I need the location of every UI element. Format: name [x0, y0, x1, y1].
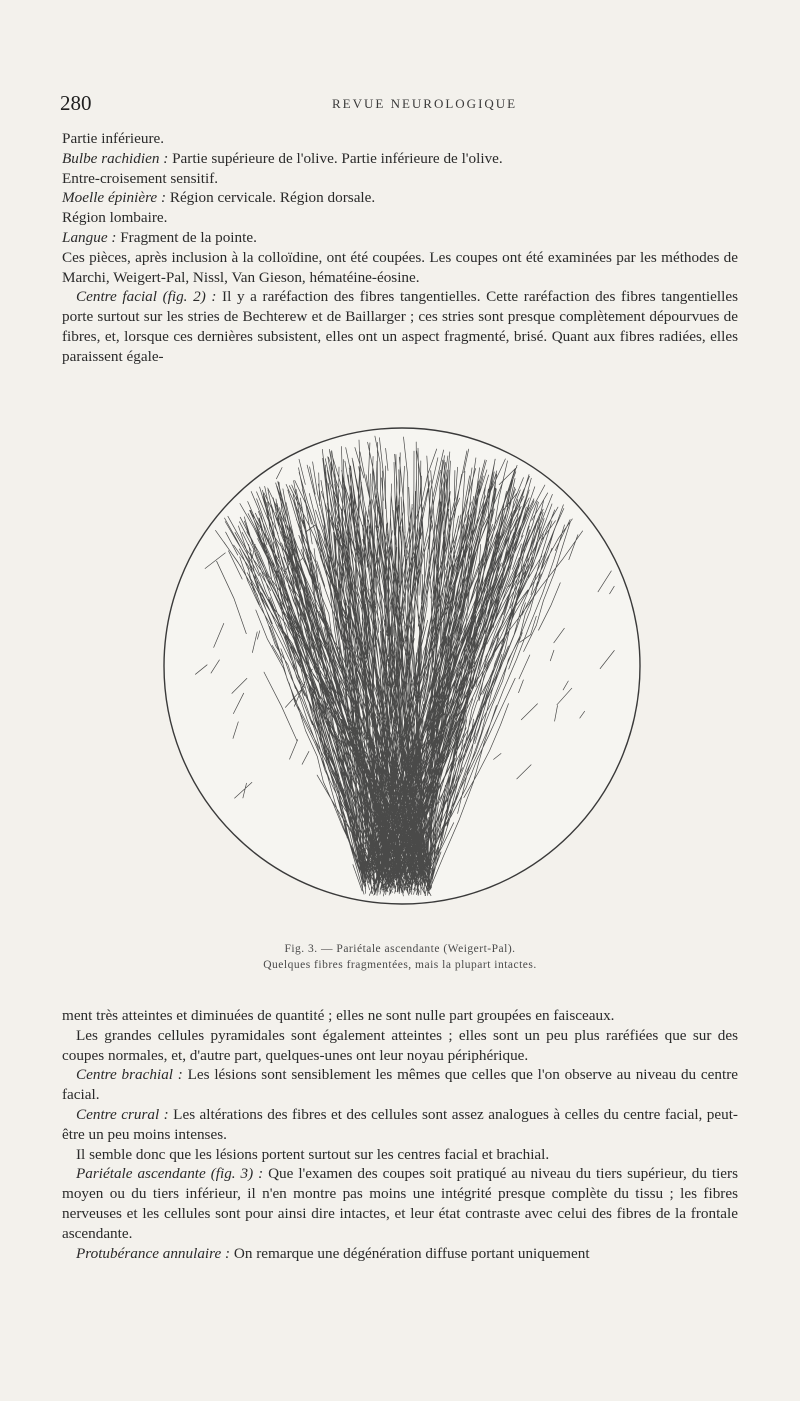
- section-lead-langue: Langue :: [62, 228, 117, 246]
- paragraph-body: Les altérations des fibres et des cellules sont assez analogues à celles du centre facial, peut-être un peu moins intenses.: [62, 1105, 738, 1143]
- text-line-body: Région lombaire.: [62, 209, 168, 227]
- paragraph-centre-facial: [62, 287, 738, 366]
- text-line-body: Partie supérieure de l'olive. Partie inférieure de l'olive.: [168, 149, 503, 167]
- paragraph-body: Que l'examen des coupes soit pratiqué au niveau du tiers supérieur, du tiers moyen ou du tiers inférieur, il n'en montre pas moins une intégrité presque complète du tissu ; les fibres nerveuses et les cellules sont pour ainsi dire intactes, et leur état contraste avec celui des fibres de la frontale ascendante.: [62, 1165, 739, 1242]
- section-lead-parietale: Pariétale ascendante (fig. 3) :: [76, 1165, 264, 1183]
- paragraph-centre-crural: [62, 1105, 738, 1145]
- micrograph-image: [162, 396, 642, 926]
- caption-line-1: Fig. 3. — Pariétale ascendante (Weigert-Pal).: [284, 943, 516, 955]
- page-number: 280: [60, 91, 92, 115]
- section-lead-bulbe: Bulbe rachidien :: [62, 149, 169, 167]
- paragraph-methods: Ces pièces, après inclusion à la colloïdine, ont été coupées. Les coupes ont été examinées par les méthodes de Marchi, Weigert-Pal, Nissl, Van Gieson, hématéine-éosine.: [62, 248, 738, 286]
- bottom-text-block: [62, 1006, 738, 1263]
- text-line-body: Région cervicale. Région dorsale.: [166, 189, 376, 207]
- running-title: REVUE NEUROLOGIQUE: [332, 96, 518, 111]
- caption-line-2: Quelques fibres fragmentées, mais la plupart intactes.: [263, 959, 537, 971]
- text-line: [62, 169, 738, 189]
- paragraph-centre-brachial: [62, 1065, 738, 1105]
- section-lead-centre-crural: Centre crural :: [76, 1105, 169, 1123]
- top-text-block: [62, 129, 738, 367]
- section-lead-centre-facial: Centre facial (fig. 2) :: [76, 288, 217, 306]
- paragraph-parietale: [62, 1164, 738, 1243]
- micrograph-figure: [162, 396, 642, 926]
- running-head: [60, 91, 740, 115]
- paragraph-body: Les lésions sont sensiblement les mêmes que celles que l'on observe au niveau du centre facial.: [62, 1066, 739, 1104]
- text-line-body: Entre-croisement sensitif.: [62, 169, 219, 187]
- paragraph-body: Il y a raréfaction des fibres tangentielles. Cette raréfaction des fibres tangentielles porte surtout sur les stries de Bechterew et de Baillarger ; ces stries sont presque complètement dépourvues de fibres, et, lorsque ces dernières subsistent, elles ont un aspect fragmenté, brisé. Quant aux fibres radiées, elles paraissent égale-: [62, 288, 738, 365]
- text-line: [62, 208, 738, 228]
- section-lead-centre-brachial: Centre brachial :: [76, 1066, 183, 1084]
- text-line: [62, 228, 738, 248]
- paragraph-continuation: ment très atteintes et diminuées de quantité ; elles ne sont nulle part groupées en faisceaux.: [62, 1007, 615, 1024]
- text-line-body: Partie inférieure.: [62, 130, 165, 147]
- paragraph-protuberance: [62, 1244, 738, 1264]
- paragraph-pyramidal-cells: Les grandes cellules pyramidales sont également atteintes ; elles sont un peu plus raréfiées que sur des coupes normales, et, d'autre part, quelques-unes ont leur noyau périphérique.: [62, 1026, 738, 1064]
- text-line: [62, 149, 738, 169]
- text-line: [62, 188, 738, 208]
- section-lead-protuberance: Protubérance annulaire :: [76, 1244, 231, 1262]
- paragraph-body: On remarque une dégénération diffuse portant uniquement: [230, 1244, 590, 1262]
- text-line-body: Fragment de la pointe.: [116, 228, 257, 246]
- paragraph-summary: Il semble donc que les lésions portent surtout sur les centres facial et brachial.: [76, 1145, 550, 1163]
- figure-caption: [62, 941, 738, 973]
- section-lead-moelle: Moelle épinière :: [62, 189, 167, 207]
- text-line: [62, 129, 738, 149]
